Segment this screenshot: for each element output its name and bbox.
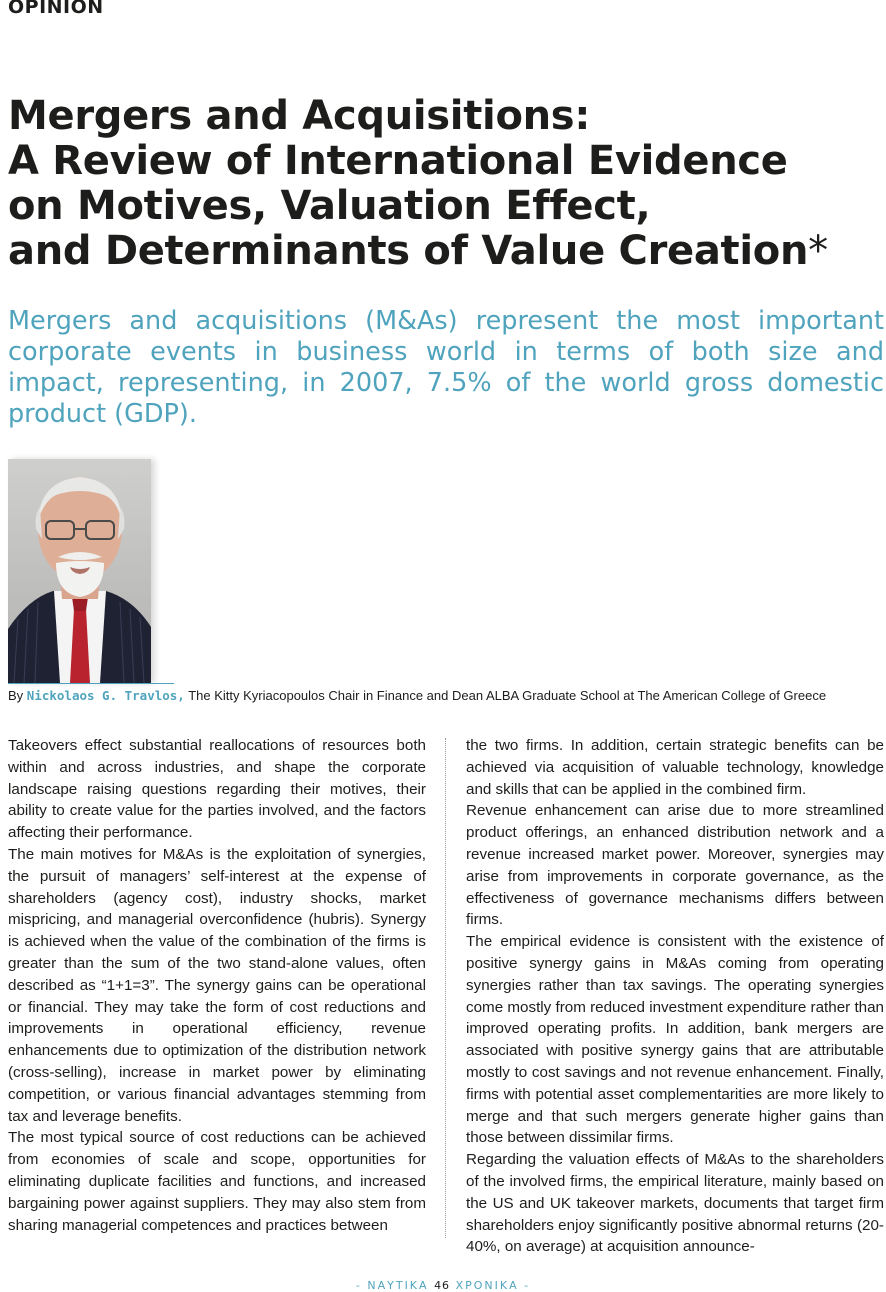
body-paragraph: Regarding the valuation effects of M&As to the shareholders of the involved firms, the empirical literature, mainly based on the US and UK takeover markets, documents that target firm shareholders enjoy significantly positive abnormal returns (20-40%, on average) at acquisition announce- xyxy=(466,1151,884,1256)
byline-rule xyxy=(8,683,174,684)
portrait-illustration xyxy=(8,459,151,683)
body-column-right xyxy=(466,735,884,1258)
publication-name-left: ΝΑΥΤΙΚΑ xyxy=(367,1279,429,1292)
body-paragraph: The empirical evidence is consistent with the existence of positive synergy gains in M&As coming from operating synergies rather than tax savings. The operating synergies come mostly from reduced investment expenditure rather than improved operating profits. In addition, bank mergers are associated with positive synergy gains that are attributable mostly to cost savings and not revenue enhancement. Finally, firms with potential asset complementarities are more likely to merge and that such mergers generate higher gains than those between dissimilar firms. xyxy=(466,933,884,1147)
body-paragraph: Revenue enhancement can arise due to more streamlined product offerings, an enhanced distribution network and a revenue increased market power. Moreover, synergies may arise from improvements in corporate governance, as the effectiveness of governance mechanisms differs between firms. xyxy=(466,802,884,929)
article-title xyxy=(8,94,878,274)
body-paragraph: The most typical source of cost reductions can be achieved from economies of scale and scope, opportunities for eliminating duplicate facilities and functions, and increased bargaining power against suppliers. They may also stem from sharing managerial competences and practices between xyxy=(8,1129,426,1234)
byline-prefix: By xyxy=(8,688,27,703)
article-lede: Mergers and acquisitions (M&As) represent the most important corporate events in business world in terms of both size and impact, representing, in 2007, 7.5% of the world gross domestic product (GDP). xyxy=(8,306,884,429)
footer-dash: - xyxy=(355,1279,368,1292)
body-paragraph: Takeovers effect substantial reallocations of resources both within and across industries, and shape the corporate landscape raising questions regarding their motives, their ability to create value for the parties involved, and the factors affecting their performance. xyxy=(8,737,426,842)
title-line: on Motives, Valuation Effect, xyxy=(8,183,651,229)
title-line xyxy=(8,229,878,274)
body-paragraph: the two firms. In addition, certain strategic benefits can be achieved via acquisition of valuable technology, knowledge and skills that can be applied in the combined firm. xyxy=(466,737,884,798)
page-number: 46 xyxy=(434,1279,451,1292)
footnote-mark: * xyxy=(808,228,828,274)
column-divider xyxy=(445,738,446,1238)
author-portrait xyxy=(8,459,151,683)
author-name: Nickolaos G. Travlos, xyxy=(26,688,185,703)
publication-name-right: ΧΡΟΝΙΚΑ xyxy=(455,1279,519,1292)
body-paragraph: The main motives for M&As is the exploitation of synergies, the pursuit of managers’ self-interest at the expense of shareholders (agency cost), industry shocks, market mispricing, and managerial overconfidence (hubris). Synergy is achieved when the value of the combination of the firms is greater than the sum of the two stand-alone values, often described as “1+1=3”. The synergy gains can be operational or financial. They may take the form of cost reductions and improvements in operational efficiency, revenue enhancements due to optimization of the distribution network (cross-selling), increase in market power by eliminating competition, or various financial advantages stemming from tax and leverage benefits. xyxy=(8,845,426,1125)
title-line: A Review of International Evidence xyxy=(8,138,788,184)
footer-dash: - xyxy=(518,1279,531,1292)
page-footer xyxy=(0,1279,886,1292)
author-affiliation: The Kitty Kyriacopoulos Chair in Finance and Dean ALBA Graduate School at The American College of Greece xyxy=(184,688,827,703)
title-line: Mergers and Acquisitions: xyxy=(8,93,591,139)
title-line-text: and Determinants of Value Creation xyxy=(8,228,809,274)
body-column-left xyxy=(8,735,426,1236)
byline xyxy=(8,688,884,703)
section-label: OPINION xyxy=(8,0,104,18)
